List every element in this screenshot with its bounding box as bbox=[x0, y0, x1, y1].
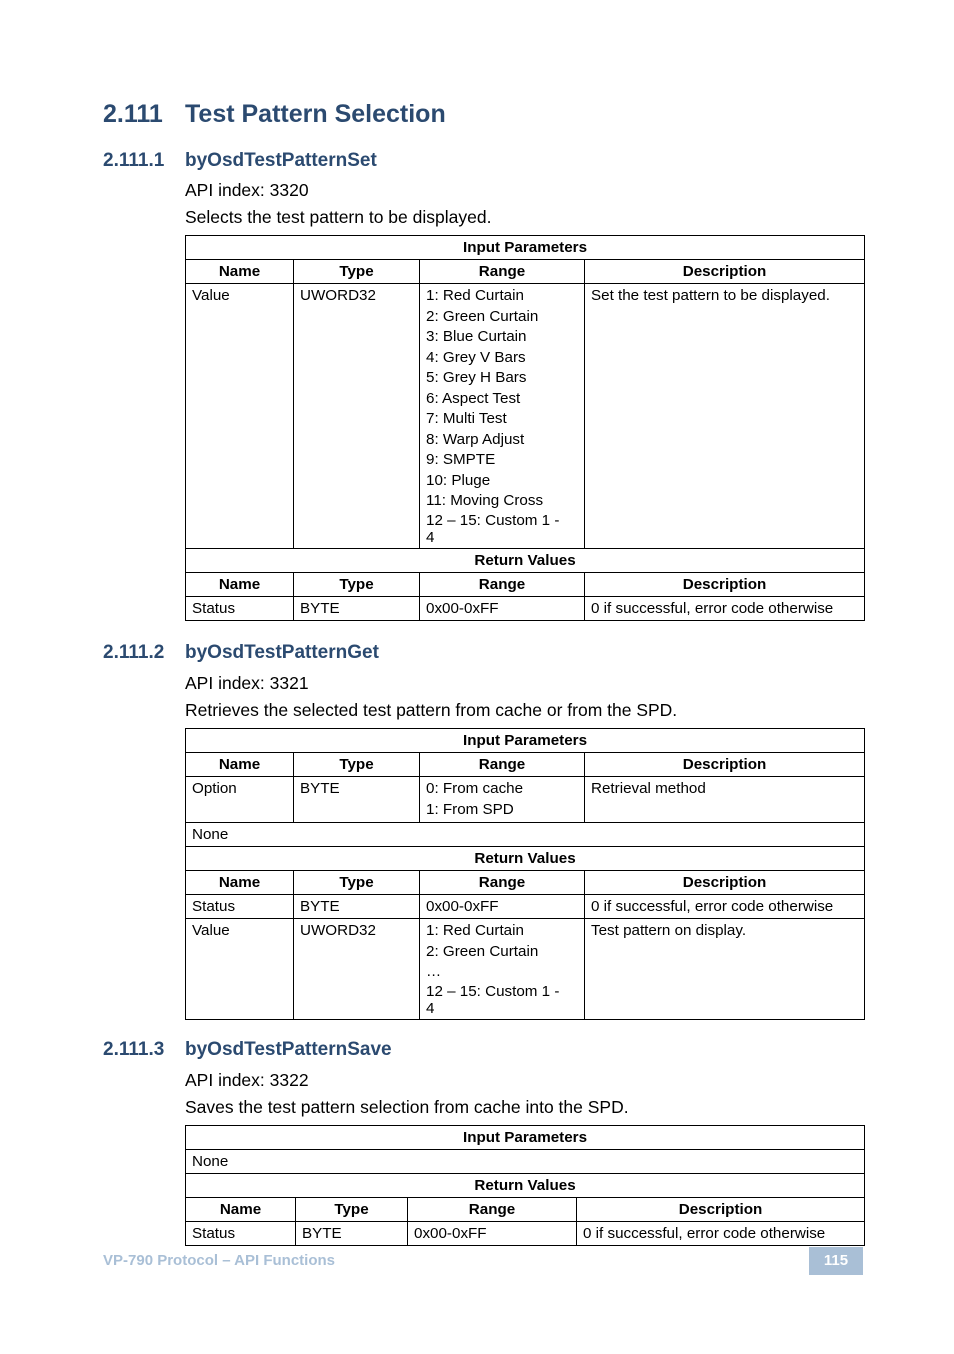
col-description: Description bbox=[585, 260, 865, 284]
subsection-title-text: byOsdTestPatternGet bbox=[185, 642, 379, 663]
summary-get: Retrieves the selected test pattern from cache or from the SPD. bbox=[185, 700, 678, 720]
cell-type: UWORD32 bbox=[294, 919, 420, 1020]
cell-type: UWORD32 bbox=[294, 284, 420, 549]
section-number: 2.111 bbox=[103, 100, 163, 128]
input-parameters-header: Input Parameters bbox=[186, 729, 865, 753]
col-name: Name bbox=[186, 260, 294, 284]
cell-name: Option bbox=[186, 777, 294, 823]
col-name: Name bbox=[186, 572, 294, 596]
subsection-title-get bbox=[103, 642, 379, 664]
cell-description: Retrieval method bbox=[585, 777, 865, 823]
footer-text: VP-790 Protocol – API Functions bbox=[103, 1252, 335, 1269]
section-title bbox=[103, 100, 446, 129]
cell-description: Set the test pattern to be displayed. bbox=[585, 284, 865, 549]
col-description: Description bbox=[585, 572, 865, 596]
table-row bbox=[186, 284, 865, 549]
cell-name: Status bbox=[186, 1222, 296, 1246]
range-item: 2: Green Curtain bbox=[426, 307, 539, 325]
table-row bbox=[186, 777, 865, 823]
range-item: 12 – 15: Custom 1 - bbox=[426, 982, 560, 1000]
column-header-row bbox=[186, 1198, 865, 1222]
range-item: 2: Green Curtain bbox=[426, 942, 539, 960]
cell-description: 0 if successful, error code otherwise bbox=[577, 1222, 865, 1246]
range-item: 7: Multi Test bbox=[426, 410, 507, 427]
summary-set: Selects the test pattern to be displayed. bbox=[185, 207, 492, 227]
table-set bbox=[185, 235, 865, 621]
range-item: 6: Aspect Test bbox=[426, 389, 521, 407]
subsection-title-text: byOsdTestPatternSet bbox=[185, 150, 377, 171]
cell-description: 0 if successful, error code otherwise bbox=[585, 895, 865, 919]
page-number: 115 bbox=[809, 1247, 863, 1275]
col-description: Description bbox=[577, 1198, 865, 1222]
col-type: Type bbox=[294, 260, 420, 284]
col-name: Name bbox=[186, 871, 294, 895]
cell-range bbox=[420, 919, 585, 1020]
api-index-set: API index: 3320 bbox=[185, 180, 309, 200]
range-item: 12 – 15: Custom 1 - bbox=[426, 511, 560, 529]
summary-save: Saves the test pattern selection from cache into the SPD. bbox=[185, 1097, 629, 1117]
cell-name: Value bbox=[186, 284, 294, 549]
input-parameters-header: Input Parameters bbox=[186, 236, 865, 260]
table-get bbox=[185, 728, 865, 1020]
range-item: … bbox=[426, 963, 442, 980]
col-range: Range bbox=[408, 1198, 577, 1222]
subsection-title-save bbox=[103, 1039, 392, 1061]
range-item: 4 bbox=[426, 528, 435, 546]
section-title-text: Test Pattern Selection bbox=[185, 100, 446, 128]
column-header-row bbox=[186, 260, 865, 284]
cell-name: Value bbox=[186, 919, 294, 1020]
col-type: Type bbox=[294, 871, 420, 895]
col-description: Description bbox=[585, 871, 865, 895]
cell-type: BYTE bbox=[294, 777, 420, 823]
range-item: 8: Warp Adjust bbox=[426, 430, 525, 448]
range-item: 5: Grey H Bars bbox=[426, 369, 527, 386]
cell-type: BYTE bbox=[294, 596, 420, 620]
table-row bbox=[186, 1222, 865, 1246]
cell-name: Status bbox=[186, 895, 294, 919]
return-values-header: Return Values bbox=[186, 847, 865, 871]
api-index-save: API index: 3322 bbox=[185, 1070, 309, 1090]
range-item: 1: Red Curtain bbox=[426, 287, 524, 304]
col-description: Description bbox=[585, 753, 865, 777]
col-type: Type bbox=[294, 753, 420, 777]
subsection-title-text: byOsdTestPatternSave bbox=[185, 1039, 392, 1060]
col-type: Type bbox=[296, 1198, 408, 1222]
column-header-row bbox=[186, 753, 865, 777]
range-item: 0: From cache bbox=[426, 780, 524, 797]
col-range: Range bbox=[420, 572, 585, 596]
cell-type: BYTE bbox=[294, 895, 420, 919]
subsection-number: 2.111.2 bbox=[103, 642, 165, 663]
range-item: 9: SMPTE bbox=[426, 451, 496, 468]
input-parameters-header: Input Parameters bbox=[186, 1126, 865, 1150]
cell-description: Test pattern on display. bbox=[585, 919, 865, 1020]
return-values-header: Return Values bbox=[186, 1174, 865, 1198]
range-item: 10: Pluge bbox=[426, 471, 491, 489]
column-header-row bbox=[186, 871, 865, 895]
table-row bbox=[186, 919, 865, 1020]
cell-range bbox=[420, 777, 585, 823]
range-item: 11: Moving Cross bbox=[426, 492, 544, 509]
col-range: Range bbox=[420, 871, 585, 895]
subsection-number: 2.111.3 bbox=[103, 1039, 165, 1060]
return-values-header: Return Values bbox=[186, 548, 865, 572]
cell-range bbox=[420, 284, 585, 549]
subsection-number: 2.111.1 bbox=[103, 150, 165, 171]
range-item: 4 bbox=[426, 999, 435, 1017]
table-row bbox=[186, 895, 865, 919]
cell-description: 0 if successful, error code otherwise bbox=[585, 596, 865, 620]
table-row bbox=[186, 596, 865, 620]
col-name: Name bbox=[186, 753, 294, 777]
col-range: Range bbox=[420, 753, 585, 777]
col-type: Type bbox=[294, 572, 420, 596]
subsection-title-set bbox=[103, 150, 377, 172]
range-item: 4: Grey V Bars bbox=[426, 348, 526, 366]
none-row: None bbox=[186, 1150, 865, 1174]
cell-name: Status bbox=[186, 596, 294, 620]
cell-range: 0x00-0xFF bbox=[408, 1222, 577, 1246]
api-index-get: API index: 3321 bbox=[185, 673, 309, 693]
cell-type: BYTE bbox=[296, 1222, 408, 1246]
range-item: 1: Red Curtain bbox=[426, 922, 524, 939]
range-item: 1: From SPD bbox=[426, 800, 514, 818]
none-row: None bbox=[186, 823, 865, 847]
table-save bbox=[185, 1125, 865, 1246]
col-range: Range bbox=[420, 260, 585, 284]
col-name: Name bbox=[186, 1198, 296, 1222]
cell-range: 0x00-0xFF bbox=[420, 895, 585, 919]
range-item: 3: Blue Curtain bbox=[426, 328, 527, 345]
cell-range: 0x00-0xFF bbox=[420, 596, 585, 620]
column-header-row bbox=[186, 572, 865, 596]
